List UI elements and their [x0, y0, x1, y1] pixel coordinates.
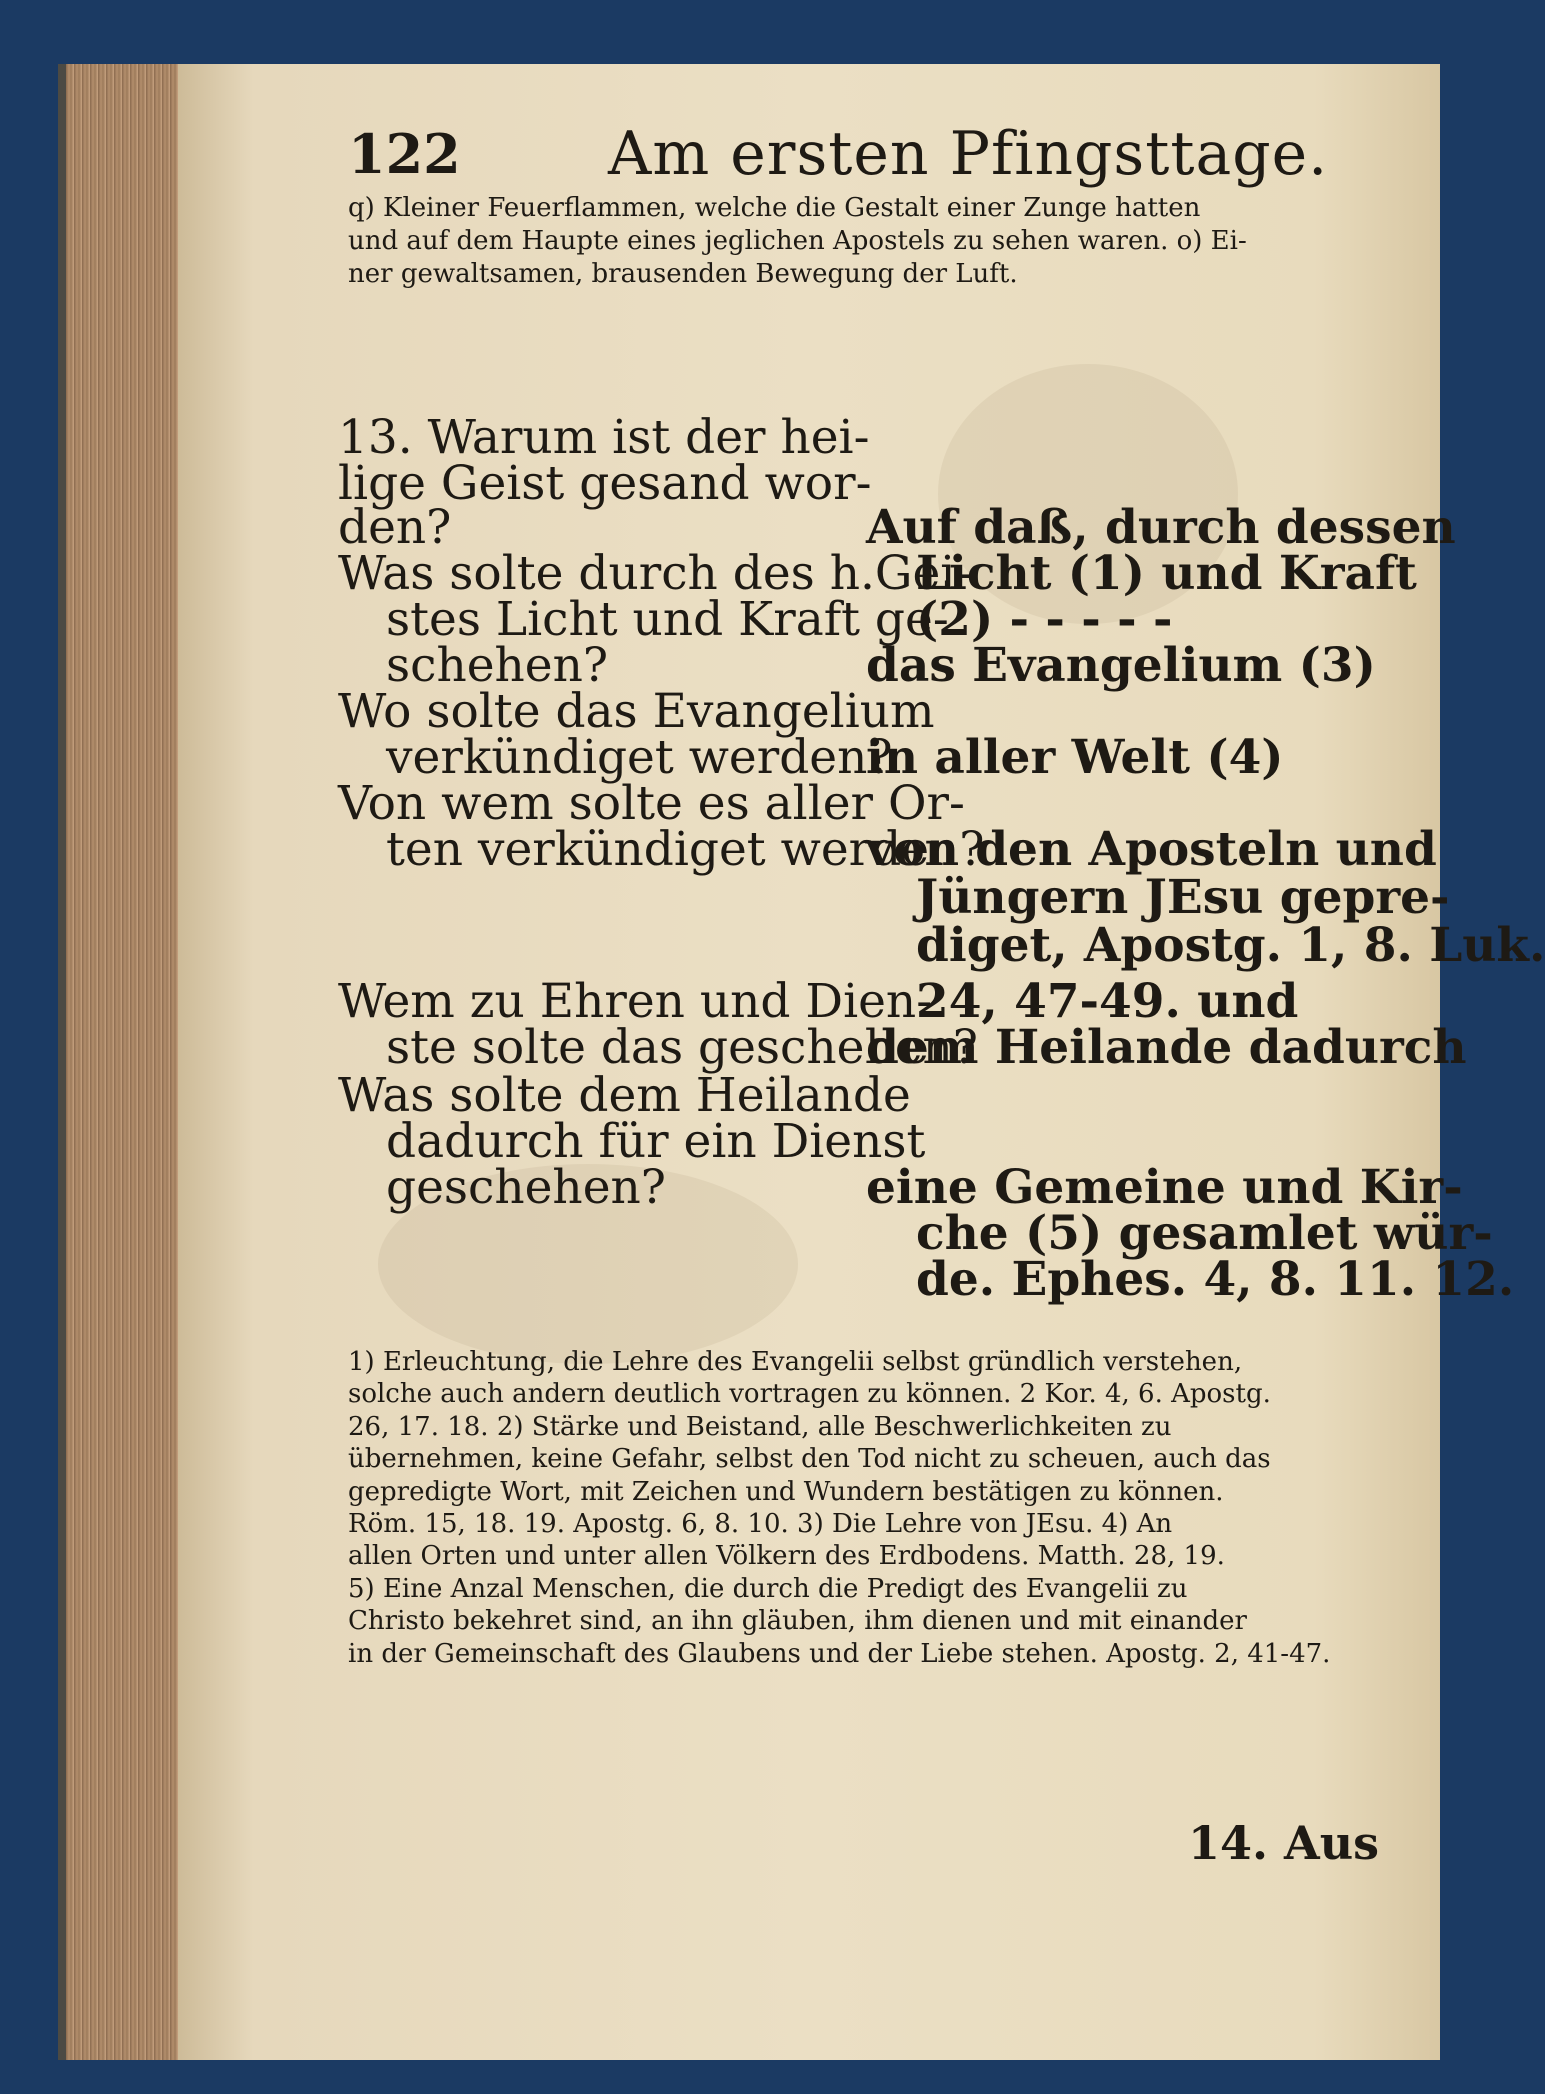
question-line: verkündiget werden?	[386, 730, 893, 785]
answer-line: von den Aposteln und	[866, 822, 1437, 877]
answer-line: de. Ephes. 4, 8. 11. 12.	[916, 1252, 1515, 1307]
answer-line: dem Heilande dadurch	[866, 1020, 1467, 1075]
answer-line: Jüngern JEsu gepre-	[916, 870, 1450, 925]
note-line: und auf dem Haupte eines jeglichen Apostels zu sehen waren. o) Ei-	[348, 226, 1247, 256]
question-line: ste solte das geschehen?	[386, 1020, 978, 1075]
answer-line: diget, Apostg. 1, 8. Luk.	[916, 918, 1545, 973]
book-page-edges	[58, 64, 186, 2060]
answer-line: eine Gemeine und Kir-	[866, 1160, 1463, 1215]
question-line: 13. Warum ist der hei-	[338, 410, 870, 465]
question-line: Was solte dem Heilande	[338, 1068, 911, 1123]
note-line: allen Orten und unter allen Völkern des Erdbodens. Matth. 28, 19.	[348, 1541, 1225, 1572]
note-line: 1) Erleuchtung, die Lehre des Evangelii selbst gründlich verstehen,	[348, 1347, 1243, 1377]
answer-line: che (5) gesamlet wür-	[916, 1206, 1493, 1261]
note-line: 5) Eine Anzal Menschen, die durch die Predigt des Evangelii zu	[348, 1573, 1188, 1604]
question-line: geschehen?	[386, 1160, 666, 1215]
catchword: 14. Aus	[1188, 1816, 1380, 1870]
note-line: ner gewaltsamen, brausenden Bewegung der Luft.	[348, 259, 1018, 289]
answer-line: das Evangelium (3)	[866, 638, 1376, 693]
page-header	[348, 104, 1338, 204]
note-line: 26, 17. 18. 2) Stärke und Beistand, alle Beschwerlichkeiten zu	[348, 1411, 1172, 1442]
question-line: stes Licht und Kraft ge-	[386, 592, 949, 647]
top-footnotes	[348, 192, 1348, 291]
answer-line: Auf daß, durch dessen	[866, 500, 1456, 555]
question-line: Was solte durch des h.Gei-	[338, 546, 972, 601]
question-line: schehen?	[386, 638, 609, 693]
book-page	[178, 64, 1545, 2060]
note-line: gepredigte Wort, mit Zeichen und Wundern bestätigen zu können.	[348, 1476, 1224, 1507]
note-line: q) Kleiner Feuerflammen, welche die Gestalt einer Zunge hatten	[348, 193, 1201, 223]
answer-line: in aller Welt (4)	[866, 730, 1284, 785]
question-line: Von wem solte es aller Or-	[338, 776, 965, 831]
page-number: 122	[348, 122, 461, 186]
note-line: in der Gemeinschaft des Glaubens und der Liebe stehen. Apostg. 2, 41-47.	[348, 1638, 1331, 1669]
question-line: dadurch für ein Dienst	[386, 1114, 926, 1169]
bottom-footnotes	[348, 1346, 1348, 1670]
question-line: Wo solte das Evangelium	[338, 684, 935, 739]
answer-line: Licht (1) und Kraft	[916, 546, 1417, 601]
note-line: Röm. 15, 18. 19. Apostg. 6, 8. 10. 3) Die Lehre von JEsu. 4) An	[348, 1509, 1173, 1540]
question-line: den?	[338, 500, 452, 555]
question-line: lige Geist gesand wor-	[338, 456, 872, 511]
running-head: Am ersten Pfingsttage.	[608, 119, 1329, 189]
note-line: Christo bekehret sind, an ihn gläuben, ihm dienen und mit einander	[348, 1606, 1247, 1637]
catechism-question-answer-block	[338, 336, 1545, 1366]
note-line: übernehmen, keine Gefahr, selbst den Tod nicht zu scheuen, auch das	[348, 1444, 1271, 1475]
question-line: ten verkündiget werden?	[386, 822, 985, 877]
answer-line: (2) - - - - -	[916, 592, 1173, 647]
answer-line: 24, 47-49. und	[916, 974, 1299, 1029]
note-line: solche auch andern deutlich vortragen zu können. 2 Kor. 4, 6. Apostg.	[348, 1379, 1271, 1410]
question-line: Wem zu Ehren und Dien-	[338, 974, 933, 1029]
